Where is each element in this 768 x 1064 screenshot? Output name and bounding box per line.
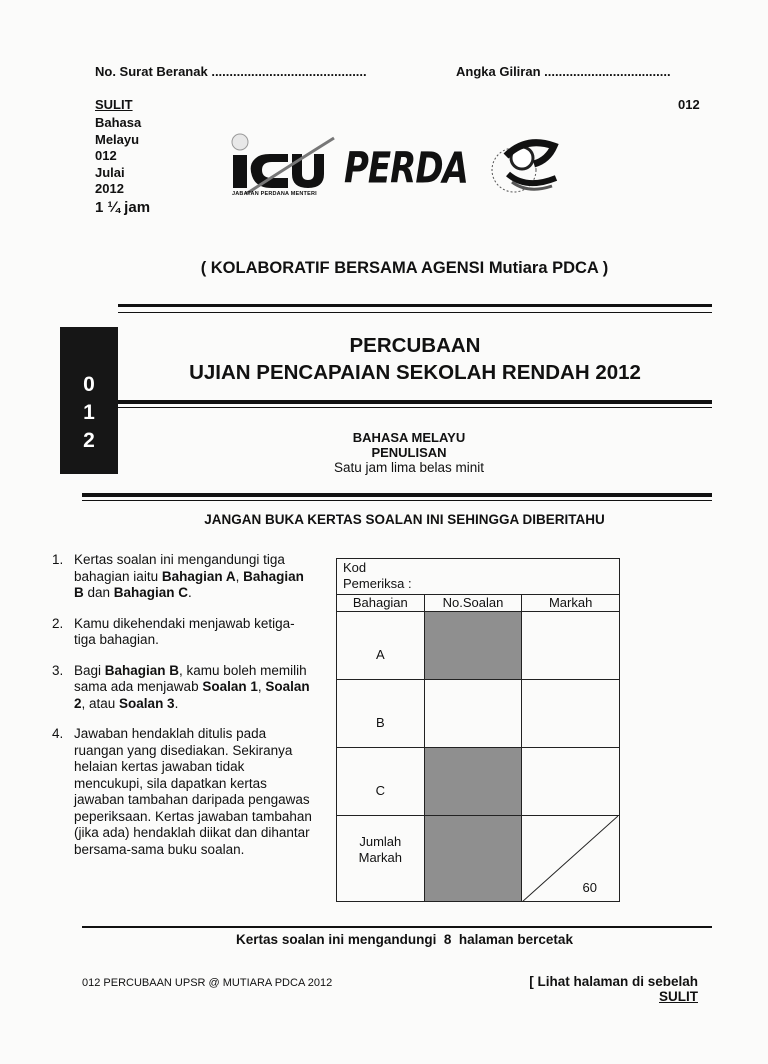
agency-emblem-graphic bbox=[478, 134, 568, 204]
subject-block bbox=[252, 430, 566, 475]
total-question-shaded bbox=[424, 816, 522, 902]
agency-emblem-logo bbox=[478, 134, 568, 204]
footer-left: 012 PERCUBAAN UPSR @ MUTIARA PDCA 2012 bbox=[82, 977, 333, 989]
instruction-text: Bagi bbox=[74, 662, 105, 678]
instruction-item bbox=[52, 663, 314, 713]
divider-title bbox=[118, 400, 712, 404]
instruction-number: 1. bbox=[52, 552, 64, 567]
pages-note-count: 8 bbox=[443, 932, 452, 947]
instruction-text: . bbox=[174, 695, 179, 711]
question-cell-shaded bbox=[424, 748, 522, 816]
instruction-bold-text: Bahagian B bbox=[104, 662, 180, 678]
subject-part: PENULISAN bbox=[371, 445, 447, 460]
pages-note-before: Kertas soalan ini mengandungi bbox=[236, 932, 437, 947]
section-label: B bbox=[337, 680, 425, 748]
birth-cert-dots: ........................................... bbox=[211, 64, 367, 79]
paper-info bbox=[95, 115, 150, 216]
footer-right bbox=[520, 974, 698, 1004]
score-row-b bbox=[337, 680, 620, 748]
instruction-text: , kamu boleh memilih sama ada menjawab bbox=[74, 662, 307, 694]
instruction-bold-text: Soalan 1 bbox=[202, 679, 258, 694]
collaboration-line: ( KOLABORATIF BERSAMA AGENSI Mutiara PDCA ) bbox=[200, 259, 609, 277]
exam-month: Julai bbox=[95, 164, 125, 180]
divider-top bbox=[118, 304, 712, 307]
divider-subject bbox=[82, 493, 712, 497]
score-table bbox=[336, 558, 620, 902]
side-code-digit: 2 bbox=[83, 429, 95, 452]
perda-text: PERDA bbox=[344, 143, 468, 194]
paper-code: 012 bbox=[95, 148, 117, 163]
header-marks: Markah bbox=[522, 595, 620, 612]
exam-year: 2012 bbox=[95, 181, 124, 196]
instruction-text: dan bbox=[83, 585, 114, 600]
subject-line-2: Melayu bbox=[95, 131, 140, 147]
subject-line-1: Bahasa bbox=[95, 115, 142, 130]
exam-duration: 1 ¼ jam bbox=[95, 198, 151, 216]
pages-note-after: halaman bercetak bbox=[458, 932, 573, 947]
footer-sulit: SULIT bbox=[659, 989, 698, 1004]
instruction-number: 3. bbox=[52, 662, 64, 678]
divider-bottom bbox=[82, 926, 712, 928]
instruction-bold-text: Bahagian C bbox=[113, 585, 189, 600]
examiner-code-label-2: Pemeriksa : bbox=[343, 576, 412, 591]
instruction-text: , bbox=[235, 568, 244, 584]
paper-code-right: 012 bbox=[678, 97, 700, 112]
instruction-number: 2. bbox=[52, 615, 64, 631]
question-cell[interactable] bbox=[424, 680, 522, 748]
instruction-text: , atau bbox=[81, 695, 120, 711]
total-marks-cell[interactable] bbox=[522, 816, 620, 902]
header-section: Bahagian bbox=[337, 595, 425, 612]
total-label-cell bbox=[337, 816, 425, 902]
warning-text: JANGAN BUKA KERTAS SOALAN INI SEHINGGA DIBERITAHU bbox=[204, 512, 605, 527]
examiner-code-cell bbox=[337, 559, 620, 595]
total-diagonal bbox=[522, 816, 618, 902]
divider-title-thin bbox=[118, 407, 712, 408]
instruction-bold-text: Bahagian B bbox=[74, 568, 304, 600]
instruction-item bbox=[52, 616, 314, 649]
score-row-a bbox=[337, 612, 620, 680]
total-row bbox=[337, 816, 620, 902]
instruction-item bbox=[52, 726, 314, 858]
title-line-1: PERCUBAAN bbox=[349, 334, 481, 357]
header-question-no: No.Soalan bbox=[424, 595, 522, 612]
instruction-text: Kertas soalan ini mengandungi tiga bahagian iaitu bbox=[74, 552, 285, 584]
pages-note bbox=[0, 932, 768, 947]
instruction-bold-text: Soalan 2 bbox=[74, 679, 310, 711]
instruction-text: Jawaban hendaklah ditulis pada ruangan yang disediakan. Sekiranya helaian kertas jawaban tidak mencukupi, sila dapatkan kertas jawaban tambahan daripada pengawas peperiksaan. Kertas jawaban tambahan (jika ada) hendaklah diikat dan dihantar bersama-sama buku soalan. bbox=[74, 726, 312, 857]
birth-cert-field bbox=[95, 64, 367, 79]
sulit-top: SULIT bbox=[95, 97, 133, 112]
total-max-marks: 60 bbox=[582, 880, 597, 895]
total-label: Jumlah bbox=[359, 834, 402, 849]
instruction-bold-text: Soalan 3 bbox=[119, 695, 175, 711]
instruction-text: . bbox=[188, 585, 192, 600]
perda-logo bbox=[344, 143, 468, 194]
turn-number-dots: ................................... bbox=[544, 64, 671, 79]
icu-caption: JABATAN PERDANA MENTERI bbox=[232, 191, 317, 197]
marks-cell[interactable] bbox=[522, 680, 620, 748]
instruction-number: 4. bbox=[52, 726, 64, 741]
total-label-2: Markah bbox=[358, 850, 402, 865]
score-row-c bbox=[337, 748, 620, 816]
title-line-2: UJIAN PENCAPAIAN SEKOLAH RENDAH 2012 bbox=[189, 361, 641, 384]
footer-next-page: [ Lihat halaman di sebelah bbox=[529, 974, 698, 989]
turn-number-field bbox=[456, 64, 671, 79]
marks-cell[interactable] bbox=[522, 748, 620, 816]
instruction-item bbox=[52, 552, 314, 602]
section-label: C bbox=[337, 748, 425, 816]
side-code-box bbox=[60, 327, 118, 474]
turn-number-label: Angka Giliran bbox=[456, 64, 541, 79]
marks-cell[interactable] bbox=[522, 612, 620, 680]
exam-title bbox=[118, 332, 712, 386]
section-label: A bbox=[337, 612, 425, 680]
side-code-digit: 0 bbox=[83, 373, 95, 396]
divider-subject-thin bbox=[82, 500, 712, 501]
instruction-text: , bbox=[257, 679, 266, 694]
instructions-list bbox=[52, 552, 314, 872]
birth-cert-label: No. Surat Beranak bbox=[95, 64, 208, 79]
icu-logo bbox=[226, 128, 338, 203]
subject-time: Satu jam lima belas minit bbox=[333, 460, 485, 475]
side-code-digit: 1 bbox=[83, 401, 95, 424]
instruction-bold-text: Bahagian A bbox=[161, 568, 236, 584]
question-cell-shaded bbox=[424, 612, 522, 680]
instruction-text: Kamu dikehendaki menjawab ketiga-tiga bahagian. bbox=[74, 615, 295, 647]
subject-name: BAHASA MELAYU bbox=[352, 430, 466, 445]
divider-top-thin bbox=[118, 312, 712, 313]
examiner-code-label: Kod bbox=[343, 560, 367, 575]
